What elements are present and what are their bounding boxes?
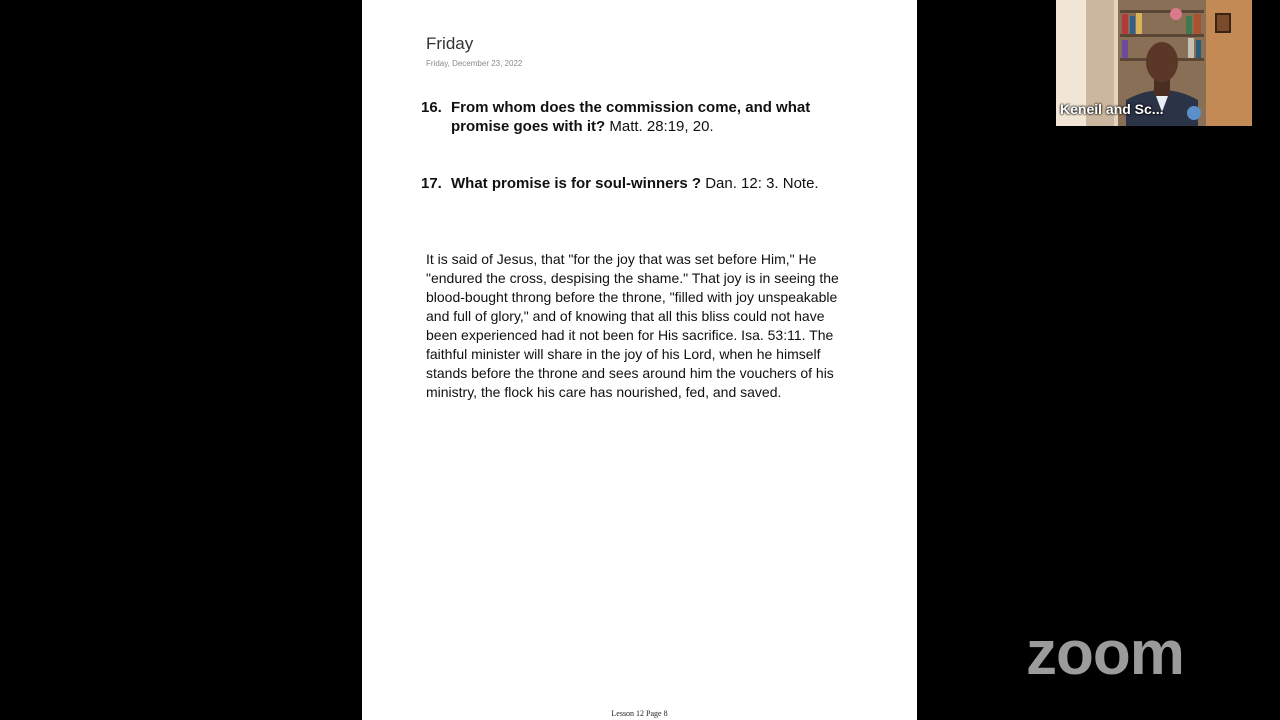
question-text: From whom does the commission come, and what promise goes with it?: [451, 99, 811, 135]
question-16: [421, 98, 861, 136]
note-paragraph: It is said of Jesus, that "for the joy that was set before Him," He "endured the cross, despising the shame." That joy is in seeing the blood-bought throng before the throne, "filled with joy unspeakable and full of glory," and of knowing that all this bliss could not have been experienced had it not been for His sacrifice. Isa. 53:11. The faithful minister will share in the joy of his Lord, when he himself stands before the throne and sees around him the vouchers of his ministry, the flock his care has nourished, fed, and saved.: [426, 251, 839, 400]
question-number: 17.: [421, 175, 442, 192]
participant-name-label: Keneil and Sc...: [1060, 101, 1164, 117]
day-title: Friday: [426, 34, 474, 53]
question-reference: Matt. 28:19, 20.: [609, 118, 714, 135]
question-text: What promise is for soul-winners ?: [451, 175, 702, 192]
shared-screen-document: [362, 0, 917, 720]
question-number: 16.: [421, 99, 442, 116]
question-reference: Dan. 12: 3. Note.: [705, 175, 819, 192]
participant-video-tile[interactable]: [1056, 0, 1252, 126]
page-footer: Lesson 12 Page 8: [611, 709, 668, 718]
question-17: [421, 174, 861, 193]
zoom-logo-watermark: zoom: [1026, 619, 1184, 688]
day-date: Friday, December 23, 2022: [426, 59, 523, 68]
